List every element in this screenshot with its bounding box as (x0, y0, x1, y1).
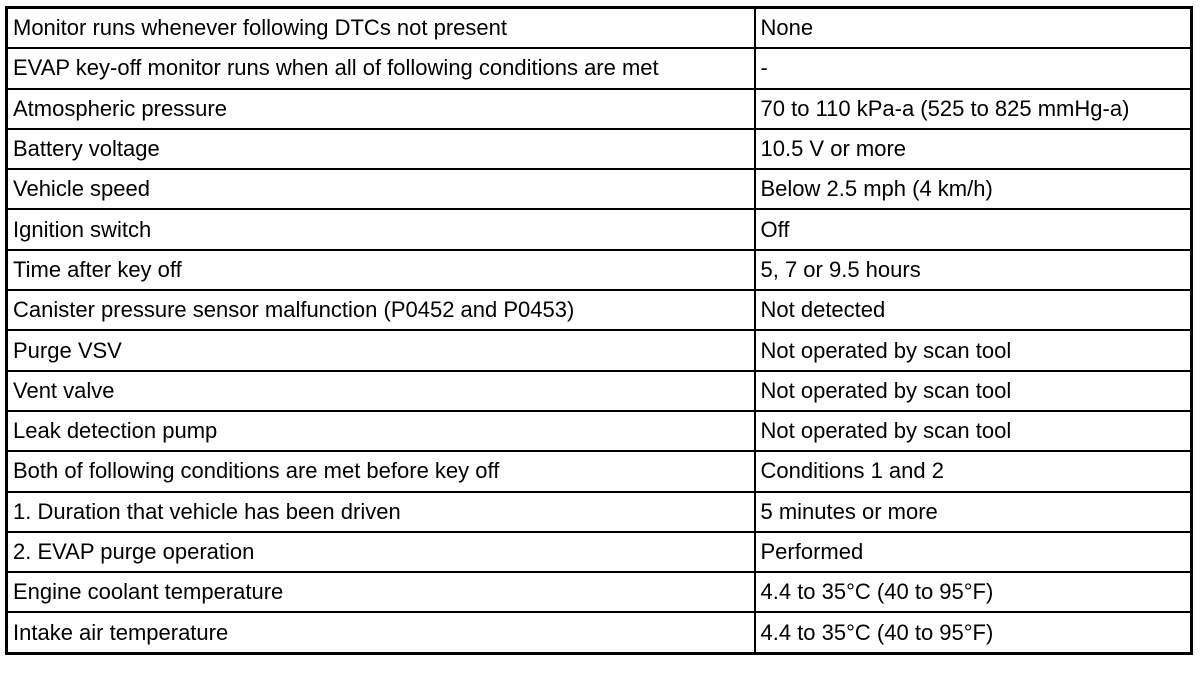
table-row (7, 209, 1192, 249)
value-cell: 4.4 to 35°C (40 to 95°F) (755, 572, 1192, 612)
table-row (7, 330, 1192, 370)
condition-cell: Purge VSV (7, 330, 755, 370)
value-cell: 70 to 110 kPa-a (525 to 825 mmHg-a) (755, 89, 1192, 129)
value-cell: Not operated by scan tool (755, 330, 1192, 370)
condition-cell: 2. EVAP purge operation (7, 532, 755, 572)
table-row (7, 48, 1192, 88)
value-cell: Not operated by scan tool (755, 411, 1192, 451)
condition-cell: Vehicle speed (7, 169, 755, 209)
value-cell: Not operated by scan tool (755, 371, 1192, 411)
table-row (7, 451, 1192, 491)
value-cell: Below 2.5 mph (4 km/h) (755, 169, 1192, 209)
table-row (7, 572, 1192, 612)
condition-cell: Atmospheric pressure (7, 89, 755, 129)
condition-cell: Ignition switch (7, 209, 755, 249)
condition-cell: Battery voltage (7, 129, 755, 169)
table-row (7, 612, 1192, 653)
monitor-conditions-table (5, 6, 1193, 655)
table-row (7, 492, 1192, 532)
value-cell: 4.4 to 35°C (40 to 95°F) (755, 612, 1192, 653)
value-cell: Off (755, 209, 1192, 249)
value-cell: Not detected (755, 290, 1192, 330)
table-row (7, 129, 1192, 169)
value-cell: 5, 7 or 9.5 hours (755, 250, 1192, 290)
condition-cell: Engine coolant temperature (7, 572, 755, 612)
value-cell: - (755, 48, 1192, 88)
table-row (7, 290, 1192, 330)
value-cell: Conditions 1 and 2 (755, 451, 1192, 491)
value-cell: 10.5 V or more (755, 129, 1192, 169)
condition-cell: Time after key off (7, 250, 755, 290)
condition-cell: Leak detection pump (7, 411, 755, 451)
table-row (7, 89, 1192, 129)
table-row (7, 250, 1192, 290)
condition-cell: EVAP key-off monitor runs when all of following conditions are met (7, 48, 755, 88)
value-cell: None (755, 8, 1192, 49)
condition-cell: Canister pressure sensor malfunction (P0452 and P0453) (7, 290, 755, 330)
table-row (7, 371, 1192, 411)
value-cell: 5 minutes or more (755, 492, 1192, 532)
condition-cell: 1. Duration that vehicle has been driven (7, 492, 755, 532)
table-row (7, 169, 1192, 209)
table-row (7, 8, 1192, 49)
condition-cell: Vent valve (7, 371, 755, 411)
table-row (7, 411, 1192, 451)
conditions-table-container (5, 6, 1190, 655)
condition-cell: Intake air temperature (7, 612, 755, 653)
table-row (7, 532, 1192, 572)
condition-cell: Monitor runs whenever following DTCs not present (7, 8, 755, 49)
condition-cell: Both of following conditions are met before key off (7, 451, 755, 491)
value-cell: Performed (755, 532, 1192, 572)
